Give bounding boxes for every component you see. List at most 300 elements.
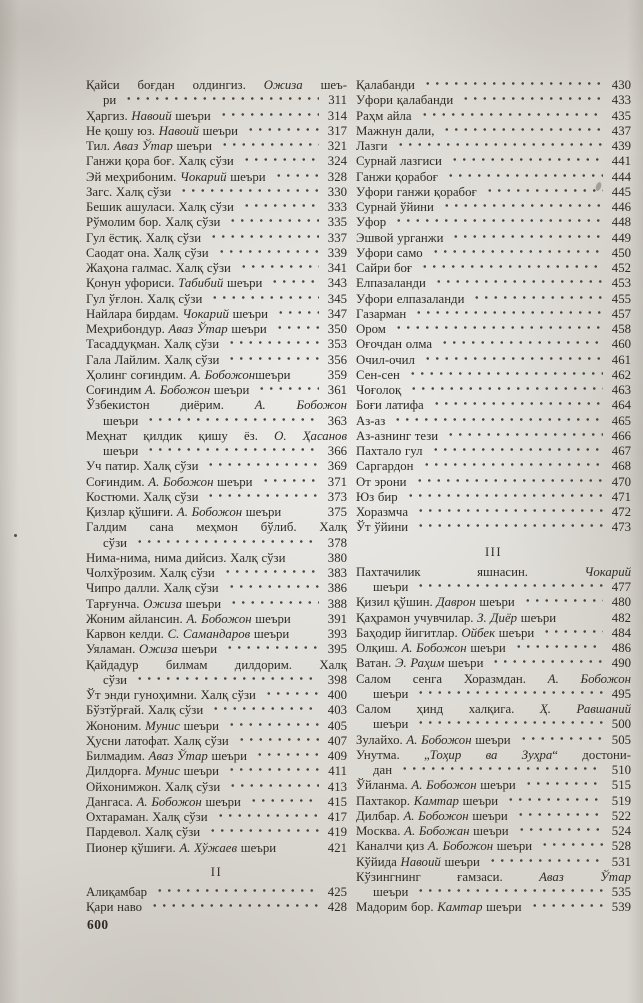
entry-title: [86, 246, 209, 261]
entry-text: шеъри: [103, 413, 139, 428]
dot-leader: [204, 492, 319, 501]
dot-leader: [470, 294, 603, 303]
entry-text: Ором: [356, 322, 386, 336]
entry-text: Москва.: [356, 824, 405, 838]
toc-entry-line: [356, 748, 631, 763]
page-ref: 468: [611, 459, 631, 474]
dot-leader: [517, 735, 603, 744]
page-ref: 366: [327, 444, 347, 458]
dot-leader: [514, 811, 603, 820]
entry-text: Тасаддуқман. Халқ сўзи: [86, 337, 220, 352]
page-ref: 324: [327, 154, 347, 169]
entry-title: [356, 368, 400, 383]
entry-title: [356, 595, 515, 610]
entry-author-italic: С. Самандаров: [167, 627, 251, 641]
entry-author-italic: Ожиза: [263, 78, 303, 92]
entry-title: [103, 536, 127, 551]
entry-text: “ достони-: [552, 747, 631, 762]
toc-entry-line: [356, 505, 631, 520]
page-ref: 486: [611, 641, 631, 655]
dot-leader: [148, 902, 319, 911]
dot-leader: [214, 812, 319, 821]
page-ref: 411: [328, 764, 347, 779]
entry-title: [356, 78, 415, 93]
toc-entry-line: [86, 885, 347, 900]
toc-entry-line: [86, 825, 347, 840]
dot-leader: [268, 278, 319, 287]
entry-title: [86, 810, 208, 825]
entry-title: [373, 717, 408, 732]
entry-text: Уч патир. Халқ сўзи: [86, 459, 199, 474]
entry-author-italic: А. Бобожон: [148, 474, 214, 489]
dot-leader: [144, 416, 319, 425]
page-ref: 444: [611, 169, 631, 184]
dot-leader: [418, 263, 603, 272]
entry-text: Унутма. „: [356, 747, 430, 762]
toc-entry-line: [356, 855, 631, 870]
toc-entry-line: [356, 824, 631, 839]
page-ref: 500: [611, 717, 631, 732]
toc-entry-line: [356, 580, 631, 595]
entry-title: [86, 734, 229, 749]
toc-entry-line: [86, 719, 347, 734]
toc-entry-line: [86, 551, 347, 566]
toc-entry-line: [86, 261, 347, 276]
toc-entry-line: [356, 778, 631, 793]
entry-text: шеъри: [458, 793, 499, 808]
entry-text: Қонун уфориси.: [86, 276, 179, 291]
entry-text: Уфор: [356, 215, 387, 230]
entry-text: Хоразмча: [356, 505, 408, 519]
toc-entry-line: [86, 215, 347, 230]
dot-leader: [418, 111, 603, 120]
toc-entry-line: [356, 687, 631, 702]
dot-leader: [515, 826, 603, 835]
entry-text: шеъри: [210, 383, 250, 397]
toc-entry-line: [86, 353, 347, 368]
page-ref: 417: [327, 810, 347, 824]
toc-entry-line: [86, 642, 347, 657]
entry-text: шеъри: [440, 854, 480, 869]
toc-entry-line: [86, 307, 347, 322]
dot-leader: [558, 613, 604, 622]
dot-leader: [226, 782, 319, 791]
entry-title: [103, 93, 116, 108]
entry-text: Уяламан.: [86, 642, 140, 657]
dot-leader: [538, 841, 603, 850]
page-ref: 350: [327, 322, 347, 336]
page-ref: 465: [611, 413, 631, 428]
entry-text: Боғи латифа: [356, 398, 424, 413]
toc-entry-line: [356, 641, 631, 656]
entry-title: [86, 215, 220, 230]
dot-leader: [414, 507, 603, 516]
entry-text: Бешик ашуласи. Халқ сўзи: [86, 200, 234, 214]
dot-leader: [221, 568, 319, 577]
entry-author-italic: Даврон: [436, 595, 476, 610]
entry-text: Ватан.: [356, 656, 396, 671]
entry-title: [86, 795, 241, 810]
entry-text: Қари наво: [86, 900, 143, 915]
toc-entry-line: [356, 322, 631, 337]
dot-leader: [204, 461, 319, 470]
toc-entry-line: [86, 170, 347, 185]
dot-leader: [274, 309, 319, 318]
toc-entry-line: [356, 109, 631, 124]
page-ref: 378: [327, 535, 347, 550]
dot-leader: [444, 172, 603, 181]
dot-leader: [225, 339, 319, 348]
dot-leader: [133, 675, 319, 684]
toc-entry-line: [356, 870, 631, 885]
page-ref: 484: [611, 625, 631, 640]
toc-entry-line: [86, 520, 347, 535]
entry-text: Сен-сен: [356, 367, 400, 382]
entry-title: [356, 337, 432, 352]
entry-text: шеъри: [242, 505, 282, 519]
page-ref: 356: [327, 352, 347, 367]
page-ref: 531: [611, 854, 631, 869]
entry-title: [86, 597, 221, 612]
dot-leader: [440, 202, 603, 211]
dot-leader: [273, 324, 319, 333]
entry-title: [356, 490, 398, 505]
toc-column-right: [356, 78, 631, 916]
entry-text: Уфори ганжи қорабоғ: [356, 184, 477, 199]
entry-text: шеъри: [495, 625, 535, 640]
entry-text: Костюми. Халқ сўзи: [86, 489, 199, 504]
toc-entry-line: [356, 170, 631, 185]
entry-text: Очил-очил: [356, 352, 415, 367]
entry-text: Тарғунча.: [86, 596, 144, 611]
entry-text: шеъри: [475, 595, 515, 610]
entry-text: Олқиш.: [356, 641, 402, 655]
page-ref: 380: [327, 550, 347, 565]
entry-title: [356, 459, 414, 474]
dot-leader: [240, 202, 319, 211]
entry-text: шеъри: [182, 596, 222, 611]
dot-leader: [226, 217, 319, 226]
page-ref: 450: [611, 245, 631, 260]
entry-text: Ганжи қорабоғ: [356, 169, 438, 184]
page-ref: 445: [611, 184, 631, 199]
dot-leader: [208, 294, 319, 303]
toc-entry-line: [86, 246, 347, 261]
dot-leader: [413, 477, 603, 486]
toc-entry-line: [86, 292, 347, 307]
page-ref: 398: [327, 672, 347, 687]
dot-leader: [432, 278, 603, 287]
entry-text: шеъри: [373, 580, 409, 594]
dot-leader: [412, 309, 603, 318]
toc-entry-line: [356, 672, 631, 687]
entry-title: [86, 475, 253, 490]
entry-text: Саргардон: [356, 459, 414, 474]
toc-entry-line: [356, 733, 631, 748]
entry-text: шеъри: [179, 764, 219, 779]
entry-text: шеъри: [226, 169, 266, 184]
dot-leader: [209, 705, 319, 714]
entry-author-italic: Аваз Ўтар: [148, 749, 208, 763]
entry-title: [356, 292, 464, 307]
entry-author-italic: Мунис: [145, 718, 180, 733]
entry-title: [103, 414, 138, 429]
toc-entry-line: [356, 900, 631, 915]
entry-title: [356, 733, 511, 748]
entry-title: [103, 673, 127, 688]
page-ref: 466: [611, 428, 631, 443]
entry-title: [356, 505, 408, 520]
entry-title: [86, 292, 202, 307]
entry-title: [356, 839, 532, 854]
entry-author-italic: Мунис: [145, 764, 180, 779]
toc-entry-line: [356, 337, 631, 352]
entry-author-italic: З. Диёр: [477, 610, 518, 625]
entry-author-italic: Навоий: [158, 123, 199, 138]
entry-author-italic: А. Бобожон: [176, 505, 243, 519]
entry-text: Дилбар.: [356, 808, 404, 823]
page-ref: 415: [327, 794, 347, 809]
entry-title: [356, 215, 386, 230]
toc-entry-line: [356, 276, 631, 291]
page-ref: 461: [611, 352, 631, 367]
dot-leader: [247, 797, 319, 806]
entry-text: Газарман: [356, 306, 407, 321]
entry-title: [356, 200, 434, 215]
entry-title: [86, 322, 267, 337]
entry-title: [86, 825, 200, 840]
entry-text: Ойхонимжон. Халқ сўзи: [86, 779, 221, 794]
toc-entry-line: [86, 627, 347, 642]
dot-leader: [414, 689, 603, 698]
page-ref: 471: [611, 489, 631, 504]
entry-text: Сурнай ўйини: [356, 200, 434, 214]
toc-entry-line: [356, 368, 631, 383]
entry-title: [86, 124, 238, 139]
page-ref: 535: [611, 885, 631, 899]
entry-title: [356, 353, 415, 368]
toc-entry-line: [86, 703, 347, 718]
toc-entry-line: [86, 505, 347, 520]
page-ref: 462: [611, 367, 631, 382]
entry-text: Гул ўғлон. Халқ сўзи: [86, 291, 203, 306]
toc-entry-line: [356, 611, 631, 626]
entry-title: [86, 627, 289, 642]
entry-title: [356, 93, 453, 108]
entry-text: Оғочдан олма: [356, 337, 433, 352]
toc-entry-line: [86, 900, 347, 915]
toc-entry-line: [86, 475, 347, 490]
entry-title: [86, 154, 234, 169]
entry-text: Сурнай лазгиси: [356, 154, 442, 169]
dot-leader: [392, 217, 603, 226]
entry-text: Ўт ўйини: [356, 520, 409, 535]
toc-entry-line: [86, 109, 347, 124]
dot-leader: [215, 248, 319, 257]
toc-entry-line: [356, 717, 631, 732]
page-ref: 449: [611, 230, 631, 245]
entry-text: Саодат она. Халқ сўзи: [86, 245, 209, 260]
entry-text: шеъри: [227, 322, 267, 336]
toc-entry-line: [86, 536, 347, 551]
entry-author-italic: Аваз Ўтар: [113, 139, 173, 153]
entry-text: Пионер қўшиғи.: [86, 840, 180, 855]
page-ref: 371: [327, 474, 347, 489]
entry-text: шеъри: [171, 108, 211, 123]
entry-text: сўзи: [103, 672, 127, 687]
entry-text: Меҳрибондур.: [86, 322, 169, 336]
paper-speck: [14, 534, 17, 537]
entry-title: [356, 414, 385, 429]
page-ref: 393: [327, 627, 347, 641]
dot-leader: [421, 80, 603, 89]
page-ref: 363: [327, 413, 347, 428]
page-ref: 407: [327, 733, 347, 748]
page-ref: 391: [327, 611, 347, 626]
entry-author-italic: Аваз Ўтар: [168, 322, 228, 336]
page-ref: 388: [327, 596, 347, 611]
page-ref: 477: [611, 580, 631, 594]
entry-title: [356, 170, 438, 185]
entry-title: [356, 778, 516, 793]
entry-author-italic: А. Бобожон: [411, 778, 477, 793]
toc-entry-line: [356, 809, 631, 824]
dot-leader: [512, 643, 603, 652]
entry-text: Аз-аз: [356, 413, 386, 428]
page-ref: 470: [611, 474, 631, 489]
entry-text: Сайри боғ: [356, 261, 413, 275]
toc-entry-line: [86, 673, 347, 688]
entry-title: [86, 688, 256, 703]
entry-text: Салом ҳинд халқига.: [356, 702, 540, 716]
entry-text: Эй меҳрибоним.: [86, 169, 181, 184]
entry-text: шеъри: [103, 444, 139, 458]
page-ref: 405: [327, 718, 347, 733]
dot-leader: [235, 736, 319, 745]
entry-text: Мадорим бор.: [356, 900, 438, 915]
entry-text: Ўзбекистон диёрим.: [86, 398, 255, 413]
entry-author-italic: А. Бобожон: [189, 367, 256, 382]
entry-title: [356, 246, 423, 261]
dot-leader: [272, 172, 319, 181]
page-ref: 460: [611, 337, 631, 352]
page-ref: 353: [327, 337, 347, 352]
entry-text: Тил.: [86, 139, 114, 153]
entry-title: [86, 703, 203, 718]
entry-title: [356, 398, 424, 413]
page-ref: 373: [327, 489, 347, 504]
page-ref: 343: [327, 276, 347, 291]
dot-leader: [225, 583, 319, 592]
toc-entry-line: [356, 124, 631, 139]
entry-text: Жоним айлансин.: [86, 611, 187, 626]
toc-entry-line: [356, 139, 631, 154]
page-number: 600: [87, 917, 109, 932]
entry-text: Нима-нима, нима дийсиз. Халқ сўзи: [86, 550, 286, 565]
toc-entry-line: [356, 246, 631, 261]
entry-title: [356, 109, 412, 124]
entry-author-italic: Чокарий: [182, 306, 229, 321]
page-ref: 341: [327, 261, 347, 275]
entry-title: [356, 475, 407, 490]
entry-title: [356, 656, 483, 671]
toc-entry-line: [86, 154, 347, 169]
entry-text: шеъри: [471, 732, 511, 747]
entry-text: Қаҳрамон учувчилар.: [356, 610, 478, 625]
page-ref: 359: [327, 367, 347, 382]
entry-author-italic: Табибий: [178, 276, 224, 291]
entry-text: Пахтало гул: [356, 444, 423, 458]
entry-title: [86, 551, 285, 566]
dot-leader: [225, 766, 319, 775]
toc-entry-line: [86, 231, 347, 246]
toc-entry-line: [356, 429, 631, 444]
entry-title: [86, 581, 219, 596]
toc-entry-line: [356, 794, 631, 809]
entry-text: Баҳодир йигитлар.: [356, 625, 462, 640]
entry-title: [86, 841, 276, 856]
dot-leader: [287, 553, 320, 562]
entry-text: Соғиндим.: [86, 474, 149, 489]
entry-text: Не қошу юз.: [86, 123, 159, 138]
dot-leader: [440, 126, 603, 135]
dot-leader: [225, 355, 319, 364]
entry-text: шеъри: [201, 794, 241, 809]
entry-title: [86, 200, 234, 215]
page-ref: 439: [611, 139, 631, 153]
entry-text: Билмадим.: [86, 749, 149, 763]
toc-entry-line: [86, 322, 347, 337]
entry-text: Аз-азнинг тези: [356, 428, 439, 443]
dot-leader: [259, 477, 319, 486]
entry-text: Галдим сана меҳмон бўлиб. Халқ: [86, 520, 347, 535]
dot-leader: [504, 796, 603, 805]
entry-author-italic: Камтар: [437, 900, 483, 915]
page-ref: 430: [611, 78, 631, 92]
section-heading: II: [210, 864, 223, 879]
dot-leader: [489, 658, 603, 667]
entry-text: Пахтачилик яшнасин.: [356, 564, 585, 579]
entry-text: шеъри: [482, 900, 522, 915]
page-ref: 361: [327, 383, 347, 397]
toc-entry-line: [356, 215, 631, 230]
toc-entry-line: [356, 444, 631, 459]
entry-author-italic: Тоҳир ва Зуҳра: [429, 747, 553, 762]
entry-text: Қалабанди: [356, 78, 415, 92]
entry-title: [86, 780, 220, 795]
entry-text: Кўйида: [356, 854, 401, 869]
toc-entry-line: [356, 520, 631, 535]
page-ref: 321: [327, 139, 347, 153]
entry-text: шеъри: [179, 718, 220, 733]
entry-text: шеъри: [198, 123, 239, 138]
dot-leader: [255, 385, 319, 394]
page-ref: 413: [327, 779, 347, 794]
page-ref: 480: [611, 595, 631, 610]
page-ref: 453: [611, 276, 631, 291]
toc-entry-line: [356, 885, 631, 900]
entry-text: Зулайхо.: [356, 732, 407, 747]
dot-leader: [430, 400, 603, 409]
page-ref: 421: [327, 840, 347, 855]
toc-entry-line: [356, 78, 631, 93]
entry-title: [373, 687, 408, 702]
toc-entry-line: [86, 581, 347, 596]
entry-title: [356, 261, 412, 276]
entry-text: От эрони: [356, 474, 407, 489]
entry-title: [356, 307, 406, 322]
entry-text: Елпазаланди: [356, 276, 426, 291]
